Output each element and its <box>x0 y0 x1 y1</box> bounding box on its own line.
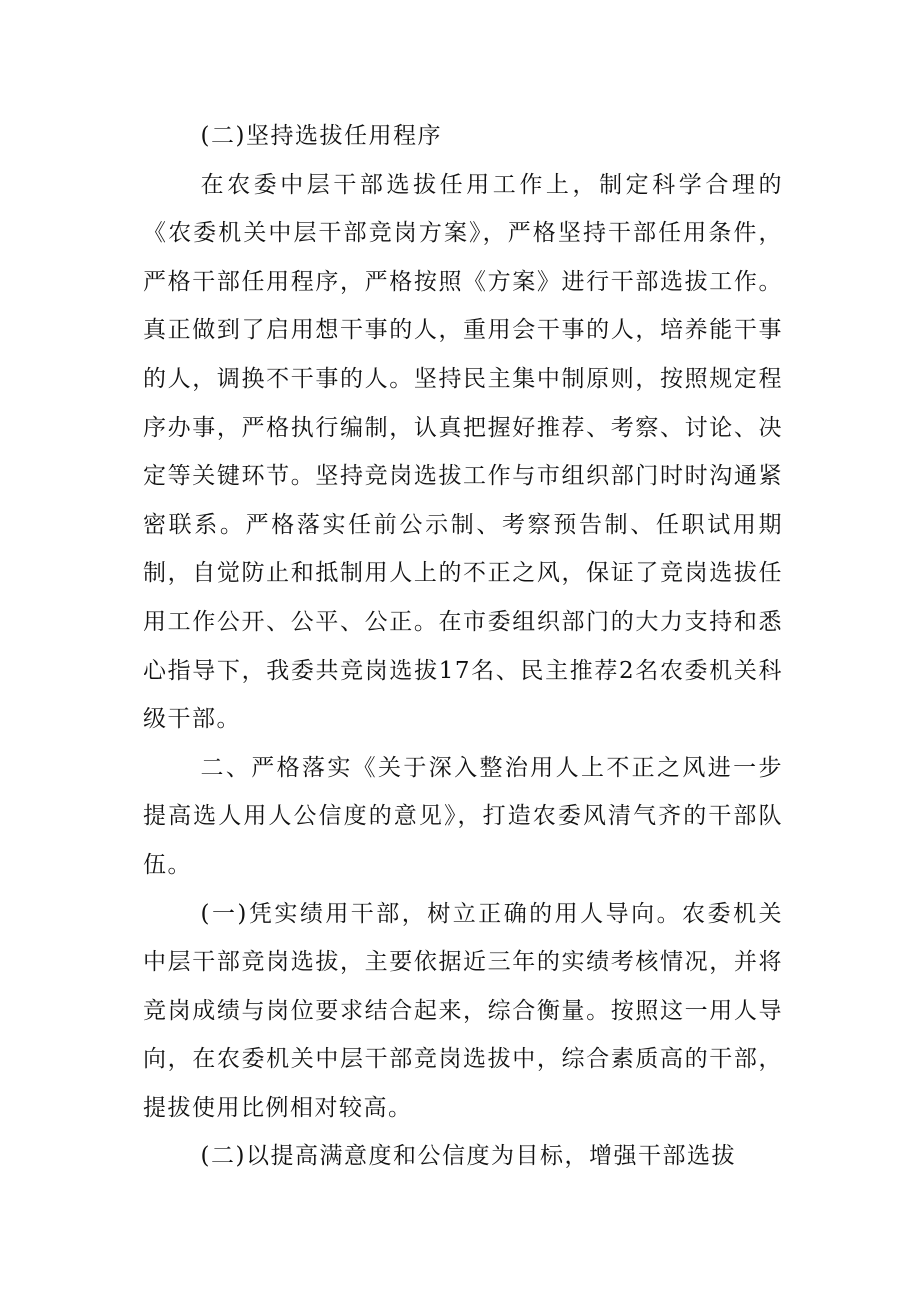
paragraph-satisfaction-credibility: (二)以提高满意度和公信度为目标，增强干部选拔 <box>200 1143 736 1170</box>
paragraph-performance-based: (一)凭实绩用干部，树立正确的用人导向。农委机关中层干部竞岗选拔，主要依据近三年的实绩考核情况，并将竞岗成绩与岗位要求结合起来，综合衡量。按照这一用人导向，在农委机关中层干部竞岗选拔中，综合素质高的干部，提拔使用比例相对较高。 <box>143 900 783 1121</box>
section-heading-procedure: (二)坚持选拔任用程序 <box>200 123 442 149</box>
section-heading-opinion: 二、严格落实《关于深入整治用人上不正之风进一步提高选人用人公信度的意见》，打造农委风清气齐的干部队伍。 <box>143 754 783 878</box>
paragraph-selection-procedure: 在农委中层干部选拔任用工作上，制定科学合理的《农委机关中层干部竞岗方案》，严格坚持干部任用条件，严格干部任用程序，严格按照《方案》进行干部选拔工作。真正做到了启用想干事的人，重用会干事的人，培养能干事的人，调换不干事的人。坚持民主集中制原则，按照规定程序办事，严格执行编制，认真把握好推荐、考察、讨论、决定等关键环节。坚持竞岗选拔工作与市组织部门时时沟通紧密联系。严格落实任前公示制、考察预告制、任职试用期制，自觉防止和抵制用人上的不正之风，保证了竞岗选拔任用工作公开、公平、公正。在市委组织部门的大力支持和悉心指导下，我委共竞岗选拔17名、民主推荐2名农委机关科级干部。 <box>143 171 783 733</box>
document-body <box>143 112 783 1181</box>
